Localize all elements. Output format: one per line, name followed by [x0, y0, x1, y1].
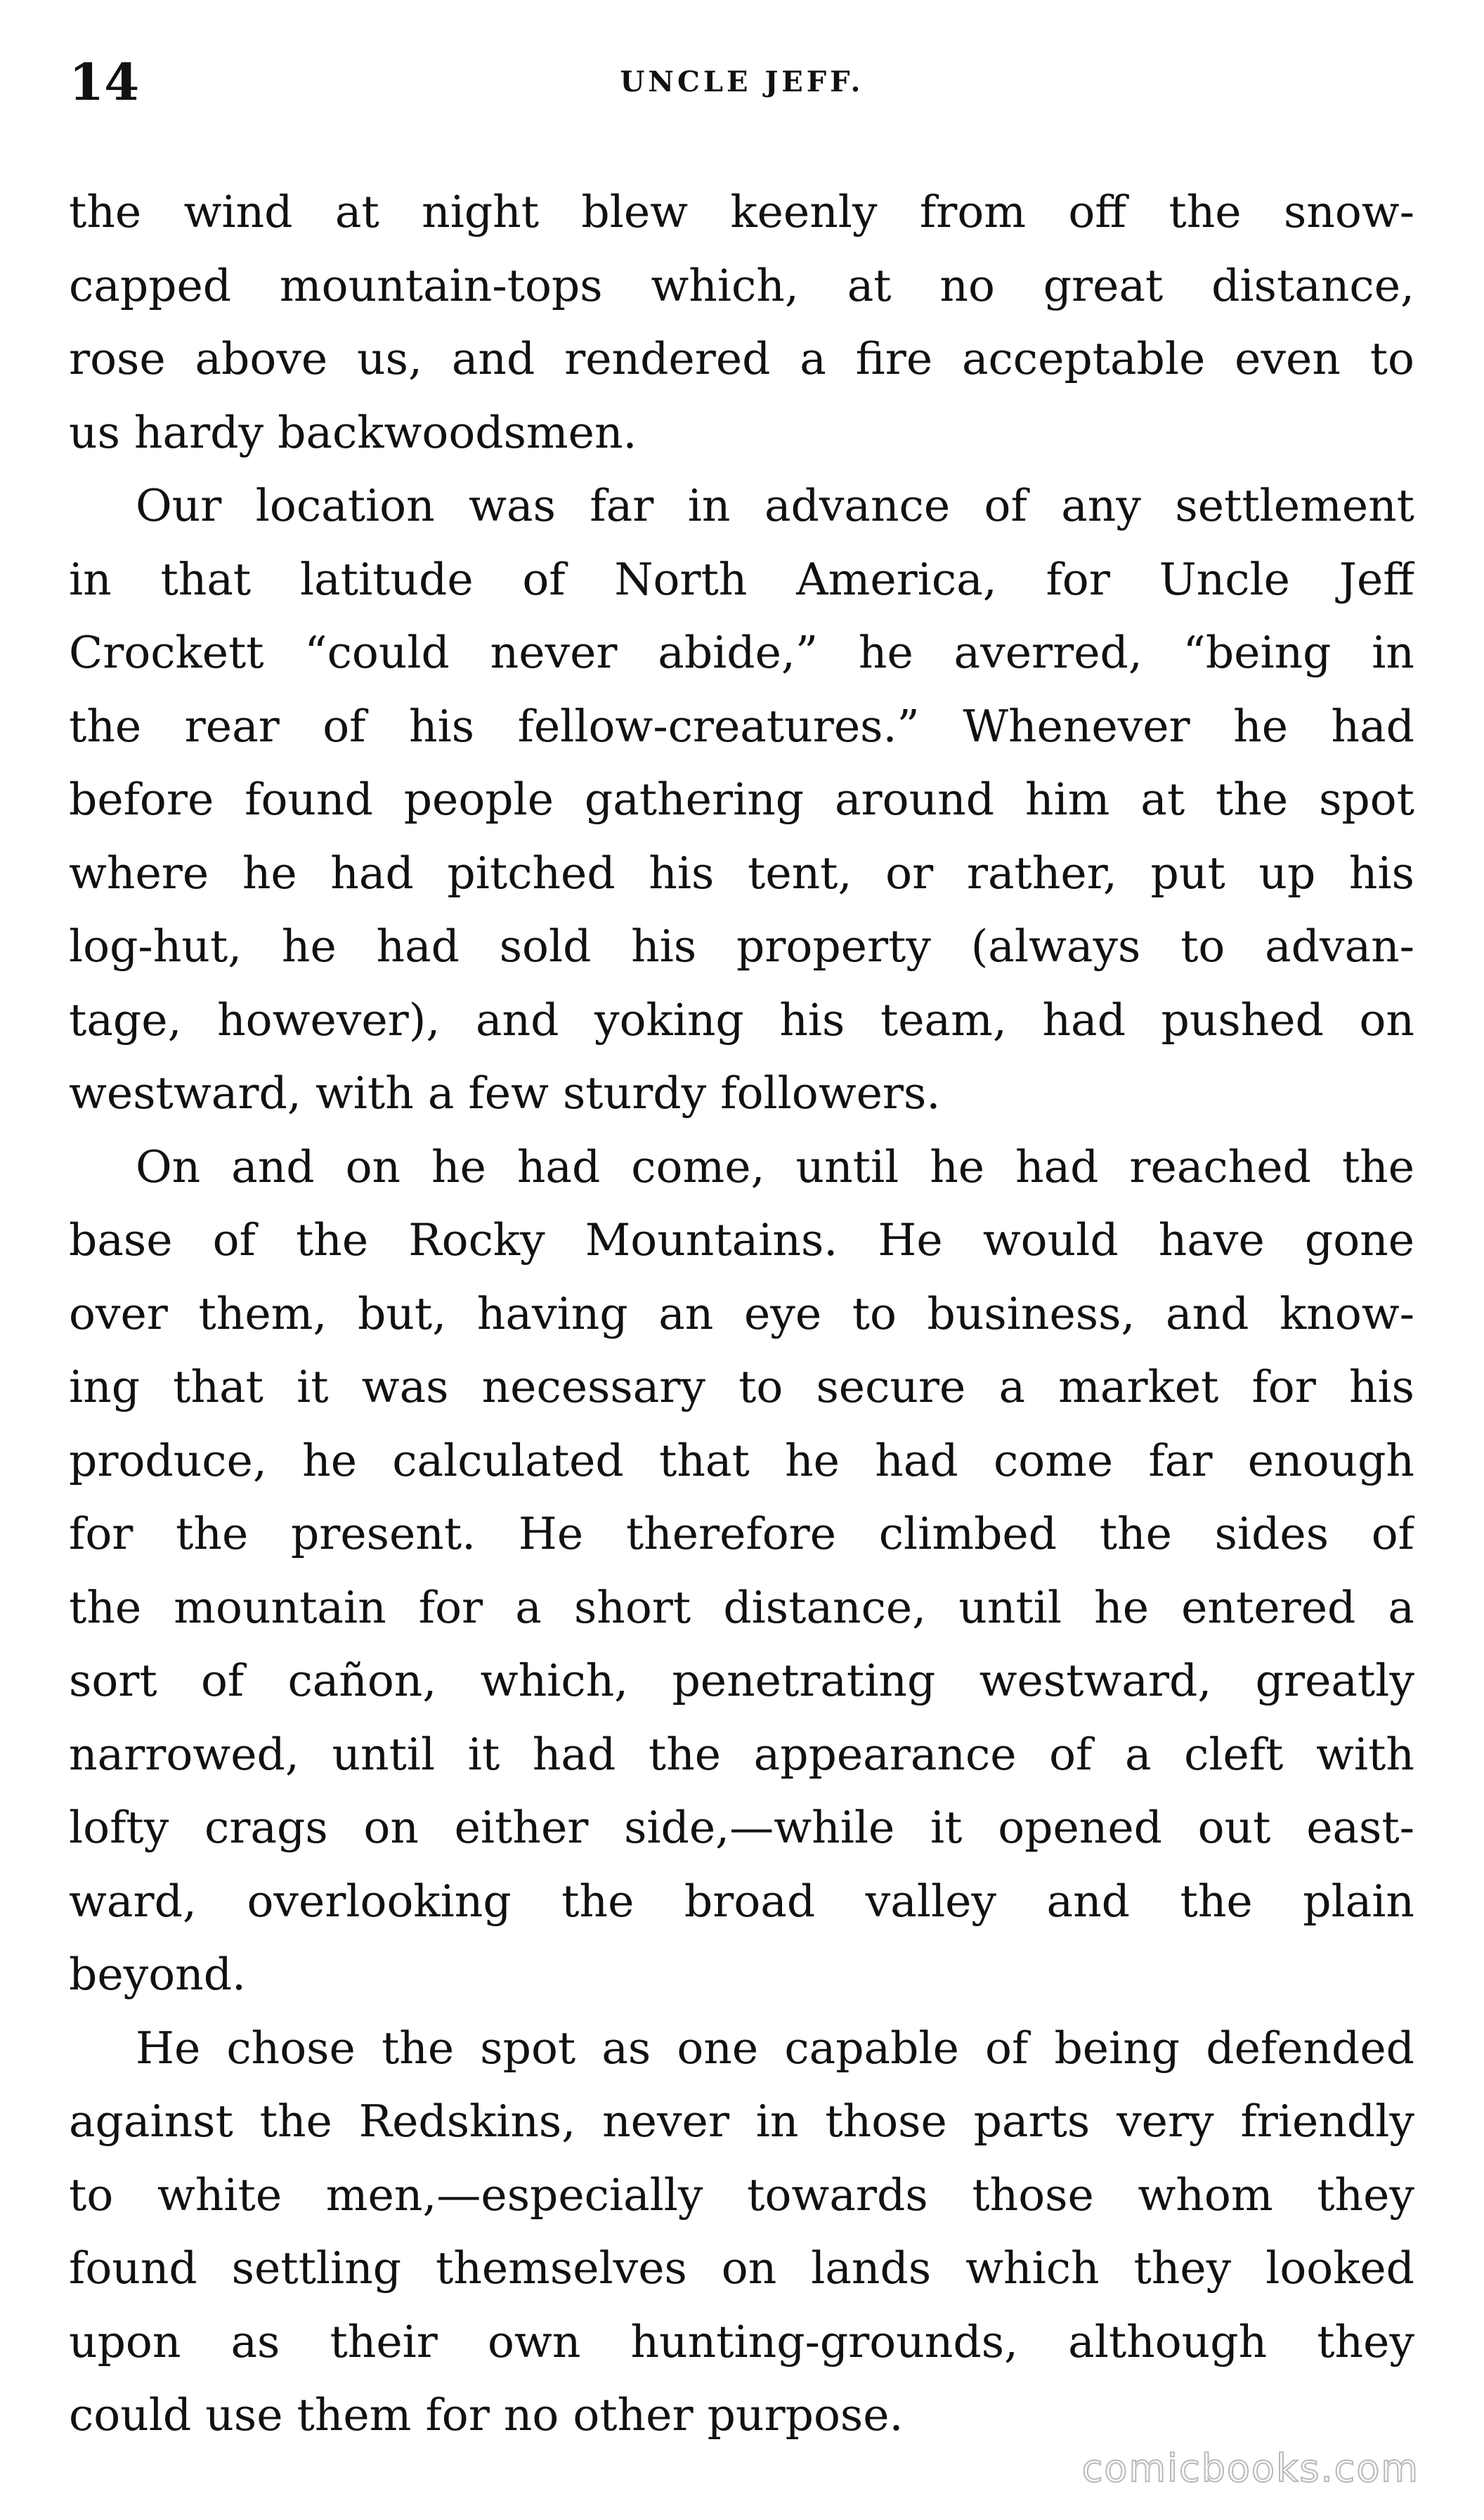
text-line: base of the Rocky Mountains. He would have gone: [69, 1214, 1414, 1266]
text-line: beyond.: [69, 1949, 247, 2000]
text-line: the wind at night blew keenly from off the snow-: [69, 186, 1414, 238]
text-line: narrowed, until it had the appearance of a cleft with: [69, 1728, 1414, 1780]
running-head: [69, 44, 1415, 121]
text-line: against the Redskins, never in those parts very friendly: [69, 2096, 1414, 2147]
text-line: ing that it was necessary to secure a market for his: [69, 1361, 1414, 1412]
text-line: upon as their own hunting-grounds, although they: [69, 2316, 1414, 2368]
text-line: sort of cañon, which, penetrating westward, greatly: [69, 1655, 1414, 1706]
running-title: UNCLE JEFF.: [620, 65, 864, 98]
text-line: Crockett “could never abide,” he averred, “being in: [69, 627, 1414, 678]
watermark: comicbooks.com: [1081, 2446, 1419, 2490]
text-line: over them, but, having an eye to business, and know-: [69, 1287, 1414, 1339]
text-line: the rear of his fellow-creatures.” Whenever he had: [69, 700, 1414, 752]
text-line: capped mountain-tops which, at no great distance,: [69, 259, 1414, 311]
text-line: before found people gathering around him at the spot: [69, 774, 1414, 825]
text-line: where he had pitched his tent, or rather, put up his: [69, 847, 1414, 899]
page-number: 14: [69, 52, 140, 112]
text-line: log-hut, he had sold his property (always to advan-: [69, 921, 1414, 972]
text-line: produce, he calculated that he had come far enough: [69, 1434, 1414, 1486]
text-line: westward, with a few sturdy followers.: [69, 1067, 941, 1119]
text-line: in that latitude of North America, for Uncle Jeff: [69, 553, 1414, 605]
text-line: for the present. He therefore climbed the sides of: [69, 1508, 1414, 1559]
text-line: Our location was far in advance of any settlement: [136, 480, 1414, 531]
text-line: could use them for no other purpose.: [69, 2389, 904, 2441]
text-line: ward, overlooking the broad valley and the plain: [69, 1875, 1414, 1927]
text-line: to white men,—especially towards those whom they: [69, 2169, 1414, 2221]
text-line: found settling themselves on lands which they looked: [69, 2242, 1414, 2294]
body-text: [69, 176, 1414, 2453]
text-line: rose above us, and rendered a fire acceptable even to: [69, 333, 1414, 384]
text-line: lofty crags on either side,—while it opened out east-: [69, 1802, 1414, 1853]
text-line: On and on he had come, until he had reached the: [136, 1141, 1414, 1193]
text-line: us hardy backwoodsmen.: [69, 406, 637, 458]
text-line: He chose the spot as one capable of being defended: [136, 2022, 1414, 2074]
text-line: the mountain for a short distance, until he entered a: [69, 1581, 1414, 1633]
text-line: tage, however), and yoking his team, had pushed on: [69, 994, 1414, 1046]
